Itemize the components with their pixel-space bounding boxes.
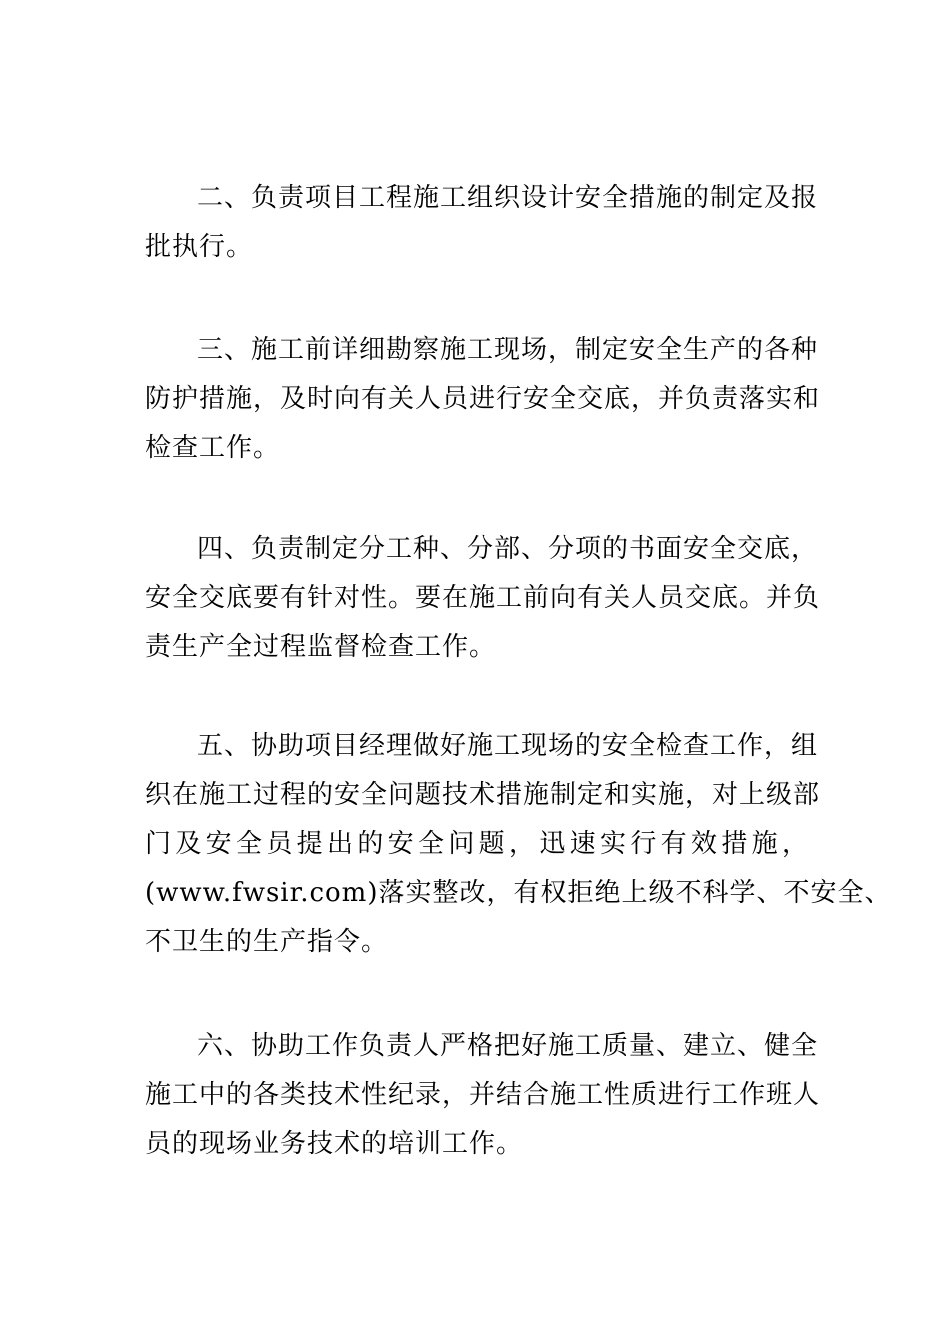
- paragraph-line: 责生产全过程监督检查工作。: [145, 632, 497, 662]
- paragraph-6: [145, 1022, 821, 1169]
- paragraph-3: [145, 326, 821, 473]
- paragraph-line: 安全交底要有针对性。要在施工前向有关人员交底。并负: [145, 583, 821, 613]
- paragraph-line: 检查工作。: [145, 433, 281, 463]
- paragraph-line: 织在施工过程的安全问题技术措施制定和实施，对上级部: [145, 780, 821, 810]
- paragraph-line: 不卫生的生产指令。: [145, 927, 389, 957]
- paragraph-line: 防护措施，及时向有关人员进行安全交底，并负责落实和: [145, 384, 821, 414]
- paragraph-line: 批执行。: [145, 232, 254, 262]
- paragraph-line: 六、协助工作负责人严格把好施工质量、建立、健全: [197, 1031, 819, 1061]
- paragraph-line: 门及安全员提出的安全问题，迅速实行有效措施，: [145, 829, 809, 859]
- paragraph-line: 五、协助项目经理做好施工现场的安全检查工作，组: [197, 731, 819, 761]
- paragraph-2: [145, 174, 819, 272]
- paragraph-4: [145, 525, 821, 672]
- paragraph-line: 施工中的各类技术性纪录，并结合施工性质进行工作班人: [145, 1080, 821, 1110]
- paragraph-line: (www.fwsir.com)落实整改，有权拒绝上级不科学、不安全、: [145, 878, 892, 908]
- paragraph-line: 三、施工前详细勘察施工现场，制定安全生产的各种: [197, 335, 819, 365]
- paragraph-line: 四、负责制定分工种、分部、分项的书面安全交底，: [197, 534, 819, 564]
- paragraph-line: 二、负责项目工程施工组织设计安全措施的制定及报: [197, 183, 819, 213]
- paragraph-5: [145, 722, 892, 967]
- paragraph-line: 员的现场业务技术的培训工作。: [145, 1129, 524, 1159]
